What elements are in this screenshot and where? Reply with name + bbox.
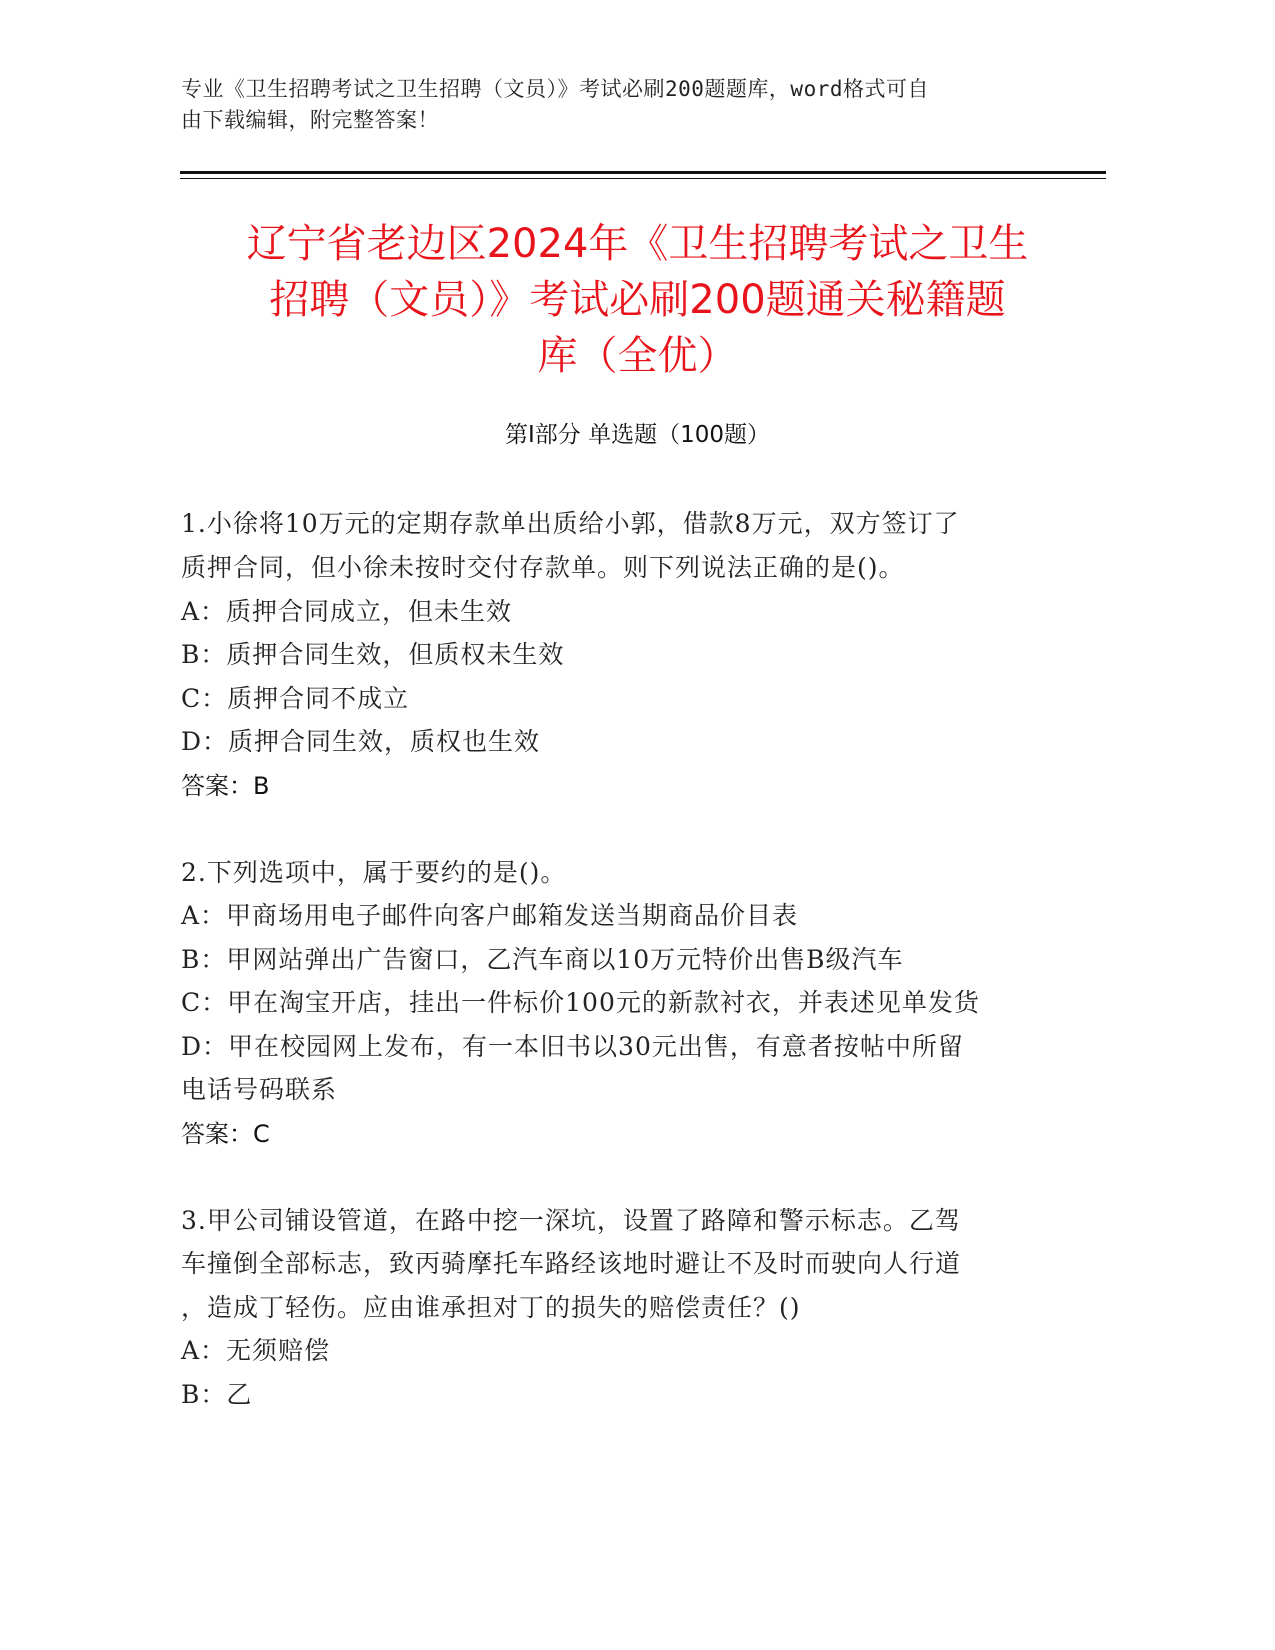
option-a: A：无须赔偿 (181, 1336, 331, 1365)
option-b: B：甲网站弹出广告窗口，乙汽车商以10万元特价出售B级汽车 (181, 945, 904, 974)
option-a: A：甲商场用电子邮件向客户邮箱发送当期商品价目表 (181, 901, 799, 930)
option-d: D：甲在校园网上发布，有一本旧书以30元出售，有意者按帖中所留 (181, 1032, 964, 1061)
option-c: C：甲在淘宝开店，挂出一件标价100元的新款衬衣，并表述见单发货 (181, 988, 980, 1017)
question-stem: 3.甲公司铺设管道，在路中挖一深坑，设置了路障和警示标志。乙驾 (181, 1206, 961, 1235)
header-divider (180, 171, 1106, 174)
title-line: 招聘（文员）》考试必刷200题通关秘籍题 (269, 277, 1006, 323)
header-note-line: 由下载编辑，附完整答案！ (181, 108, 439, 132)
header-note-line: 专业《卫生招聘考试之卫生招聘（文员）》考试必刷200题题库，word格式可自 (181, 77, 929, 101)
header-note (181, 74, 1061, 136)
question-stem: ，造成丁轻伤。应由谁承担对丁的损失的赔偿责任？() (181, 1293, 801, 1322)
option-b: B：乙 (181, 1380, 253, 1409)
title-line: 辽宁省老边区2024年《卫生招聘考试之卫生 (246, 221, 1029, 267)
answer-label: 答案：C (181, 1120, 270, 1148)
option-c: C：质押合同不成立 (181, 684, 410, 713)
option-a: A：质押合同成立，但未生效 (181, 597, 513, 626)
title-line: 库（全优） (537, 333, 738, 379)
question-stem: 2.下列选项中，属于要约的是()。 (181, 858, 567, 887)
question-stem: 1.小徐将10万元的定期存款单出质给小郭，借款8万元，双方签订了 (181, 509, 960, 538)
option-b: B：质押合同生效，但质权未生效 (181, 640, 565, 669)
question-stem: 质押合同，但小徐未按时交付存款单。则下列说法正确的是()。 (181, 553, 905, 582)
document-title (150, 216, 1125, 384)
option-d-continued: 电话号码联系 (181, 1075, 338, 1104)
answer-label: 答案：B (181, 772, 270, 800)
question-stem: 车撞倒全部标志，致丙骑摩托车路经该地时避让不及时而驶向人行道 (181, 1249, 962, 1278)
header-divider-thin (180, 178, 1106, 179)
section-title: 第Ⅰ部分 单选题（100题） (505, 422, 770, 448)
option-d: D：质押合同生效，质权也生效 (181, 727, 541, 756)
